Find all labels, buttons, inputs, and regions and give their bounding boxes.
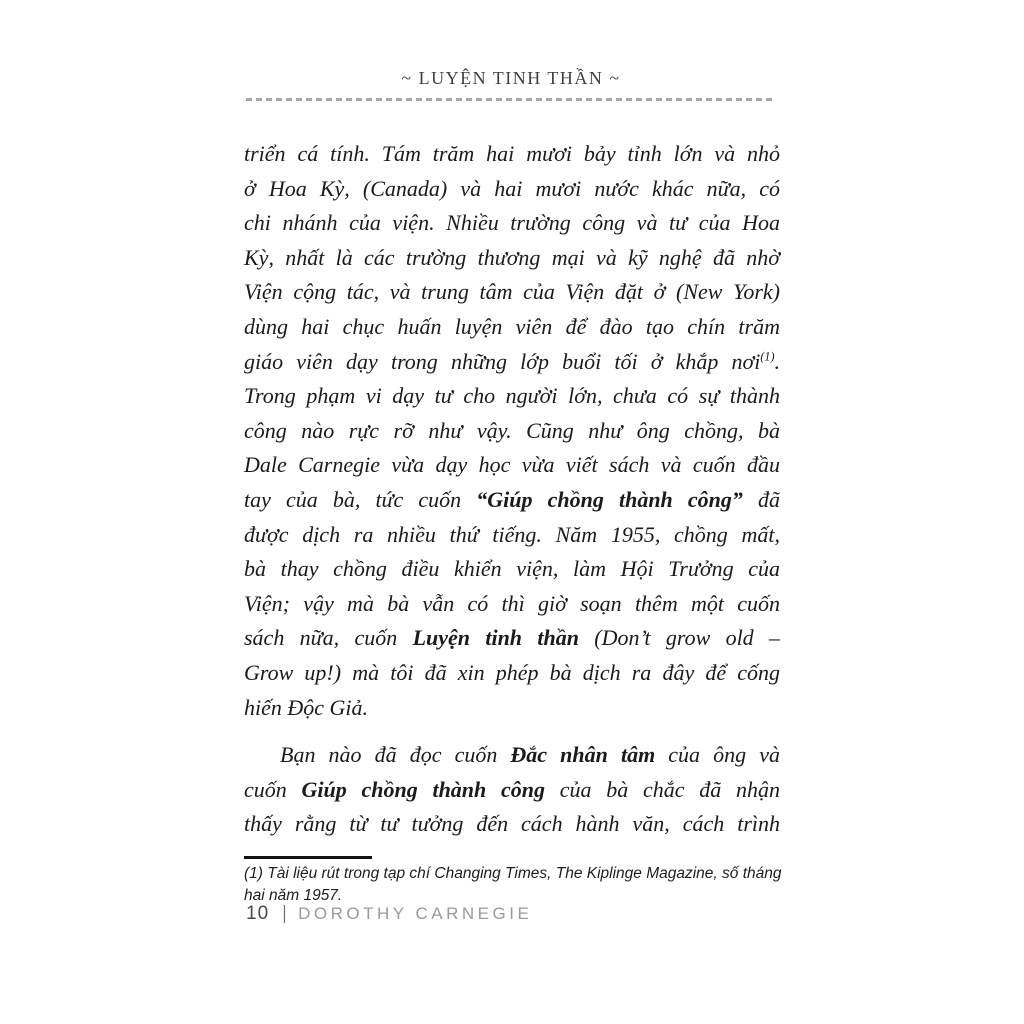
text-run: Bạn nào đã đọc cuốn (280, 742, 511, 768)
text-line (244, 691, 780, 726)
text-run: thấy rằng từ tư tưởng đến cách hành văn, cách trình (244, 811, 780, 837)
text-line (244, 621, 780, 656)
text-run: triển cá tính. Tám trăm hai mươi bảy tỉnh lớn và nhỏ (244, 141, 780, 166)
text-run: “Giúp chồng thành công” (476, 486, 743, 512)
text-run: chi nhánh của viện. Nhiều trường công và tư của Hoa (244, 210, 780, 236)
text-line (244, 518, 780, 553)
text-line (244, 656, 780, 691)
text-line (244, 241, 780, 276)
text-run: dùng hai chục huấn luyện viên để đào tạo chín trăm (244, 313, 780, 339)
text-line (244, 587, 780, 622)
footnote-text: (1) Tài liệu rút trong tạp chí Changing Times, The Kiplinge Magazine, số tháng hai năm 1957. (244, 865, 782, 904)
header-dashed-rule (246, 98, 774, 101)
text-run: Trong phạm vi dạy tư cho người lớn, chưa có sự thành (244, 383, 780, 409)
text-line (244, 275, 780, 310)
text-run: bà thay chồng điều khiển viện, làm Hội Trưởng của (244, 556, 780, 582)
text-run: Dale Carnegie vừa dạy học vừa viết sách và cuốn đầu (244, 452, 780, 478)
text-line (244, 172, 780, 207)
text-run: Đắc nhân tâm (510, 742, 656, 768)
text-line (244, 483, 780, 518)
body-text (244, 137, 780, 842)
footnote-separator-rule (244, 856, 372, 859)
text-run: . (774, 348, 780, 374)
page-header-title: ~ LUYỆN TINH THẦN ~ (401, 68, 621, 88)
text-run: sách nữa, cuốn (244, 625, 413, 651)
text-run: đã (742, 486, 780, 512)
footnote-reference: (1) (760, 349, 775, 364)
text-run: Kỳ, nhất là các trường thương mại và kỹ nghệ đã nhờ (244, 244, 780, 270)
text-run: hiến Độc Giả. (244, 694, 369, 720)
text-run: tay của bà, tức cuốn (244, 486, 477, 512)
text-line (244, 738, 780, 773)
text-run: Viện cộng tác, và trung tâm của Viện đặt ở (New York) (244, 279, 780, 305)
text-line (244, 379, 780, 414)
text-run: được dịch ra nhiều thứ tiếng. Năm 1955, chồng mất, (244, 521, 780, 547)
text-run: của ông và (655, 742, 780, 768)
text-line (244, 310, 780, 345)
text-run: ở Hoa Kỳ, (Canada) và hai mươi nước khác nữa, có (244, 175, 780, 201)
paragraph (244, 137, 780, 725)
author-name: DOROTHY CARNEGIE (298, 904, 533, 923)
text-run: công nào rực rỡ như vậy. Cũng như ông chồng, bà (244, 417, 780, 443)
text-line (244, 448, 780, 483)
text-run: (Don’t grow old – (578, 625, 781, 651)
paragraph (244, 738, 780, 842)
text-run: Giúp chồng thành công (301, 776, 546, 802)
page-number: 10 (246, 903, 270, 924)
text-line (244, 773, 780, 808)
text-run: Grow up!) mà tôi đã xin phép bà dịch ra đây để cống (244, 659, 780, 685)
text-line (244, 137, 780, 172)
text-run: giáo viên dạy trong những lớp buổi tối ở khắp nơi (244, 348, 761, 374)
text-line (244, 206, 780, 241)
text-run: Viện; vậy mà bà vẫn có thì giờ soạn thêm một cuốn (244, 590, 780, 616)
text-line (244, 552, 780, 587)
text-line (244, 807, 780, 842)
page-footer (246, 903, 532, 925)
text-run: cuốn (244, 776, 302, 802)
text-line (244, 414, 780, 449)
text-line (244, 345, 780, 380)
text-run: Luyện tinh thần (412, 625, 579, 651)
footer-separator: | (282, 903, 287, 924)
text-run: của bà chắc đã nhận (545, 776, 781, 802)
